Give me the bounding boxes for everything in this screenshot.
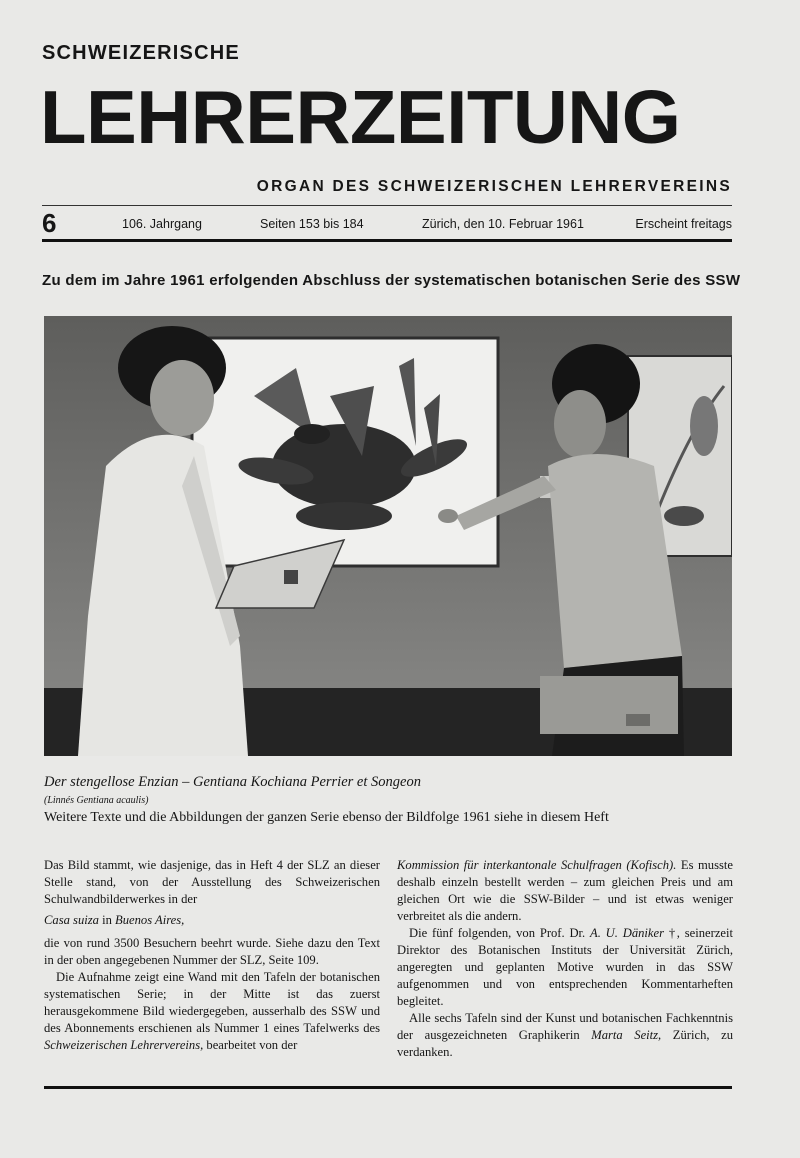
right-p1-italic: Kommission für interkantonale Schulfragen (Kofisch). <box>397 858 677 872</box>
header-rule-bottom <box>42 239 732 242</box>
left-p4-end: bearbeitet von der <box>203 1038 298 1052</box>
right-p1-end: Es musste deshalb einzeln bestellt werden – zum gleichen Preis und am gleichen Ort wie die SSW-Bilder – und ist etwas weniger verbreitet als die andern. <box>397 858 733 923</box>
right-paragraph-3 <box>397 1010 733 1061</box>
right-p3-start: Alle sechs Tafeln sind der Kunst und botanischen Fachkenntnis der ausgezeichneten Graphikerin <box>397 1011 733 1042</box>
right-paragraph-1 <box>397 857 733 925</box>
left-p2-italic: Casa suiza <box>44 913 99 927</box>
right-p3-italic: Marta Seitz, <box>591 1028 662 1042</box>
issue-jahrgang: 106. Jahrgang <box>122 217 202 231</box>
left-p4-italic: Schweizerischen Lehrervereins, <box>44 1038 204 1052</box>
photo-caption-note: Weitere Texte und die Abbildungen der ganzen Serie ebenso der Bildfolge 1961 siehe in diesem Heft <box>44 810 609 825</box>
left-paragraph-4 <box>44 969 380 1054</box>
right-p2-italic: A. U. Däniker <box>590 926 665 940</box>
footer-rule <box>44 1086 732 1089</box>
masthead-organ: ORGAN DES SCHWEIZERISCHEN LEHRERVEREINS <box>256 178 732 195</box>
article-column-right <box>397 857 733 1061</box>
issue-pages: Seiten 153 bis 184 <box>260 217 364 231</box>
left-p2-mid: in <box>98 913 116 927</box>
right-p2-end: †, seinerzeit Direktor des Botanischen Instituts der Universität Zürich, angeregten und geplanten Motive wurden in das SSW aufgenommen und von entsprechenden Kommentarheften begleitet. <box>397 926 733 1008</box>
issue-place-date: Zürich, den 10. Februar 1961 <box>422 217 584 231</box>
left-paragraph-2 <box>44 912 380 929</box>
masthead-kicker: SCHWEIZERISCHE <box>42 42 240 64</box>
right-paragraph-2 <box>397 925 733 1010</box>
issue-info-row <box>42 208 732 238</box>
left-paragraph-1: Das Bild stammt, wie dasjenige, das in Heft 4 der SLZ an dieser Stelle stand, von der Ausstellung des Schweizerischen Schulwandbilderwerkes in der <box>44 858 380 906</box>
photo-caption-title: Der stengellose Enzian – Gentiana Kochiana Perrier et Songeon <box>44 774 421 790</box>
photo-caption-subtitle: (Linnés Gentiana acaulis) <box>44 795 149 806</box>
article-column-left <box>44 857 380 1054</box>
cover-photo <box>44 316 732 756</box>
article-headline: Zu dem im Jahre 1961 erfolgenden Abschluss der systematischen botanischen Serie des SSW <box>42 272 741 289</box>
cover-photo-illustration <box>44 316 732 756</box>
left-p2-italic2: Buenos Aires, <box>115 913 185 927</box>
left-paragraph-3: die von rund 3500 Besuchern beehrt wurde. Siehe dazu den Text in der oben angegebenen Nummer der SLZ, Seite 109. <box>44 936 380 967</box>
masthead-title: LEHRERZEITUNG <box>40 75 681 159</box>
right-p2-start: Die fünf folgenden, von Prof. Dr. <box>409 926 591 940</box>
issue-number: 6 <box>42 208 57 238</box>
left-p4-start: Die Aufnahme zeigt eine Wand mit den Tafeln der botanischen systematischen Serie; in der Mitte ist das zuerst herausgekommene Bild wiedergegeben, ausserhalb des SSW und des Abonnements erschienen als Nummer 1 eines Tafelwerks des <box>44 970 380 1035</box>
header-rule-top <box>42 205 732 206</box>
issue-frequency: Erscheint freitags <box>635 217 732 231</box>
right-p3-end: Zürich, zu verdanken. <box>397 1028 733 1059</box>
